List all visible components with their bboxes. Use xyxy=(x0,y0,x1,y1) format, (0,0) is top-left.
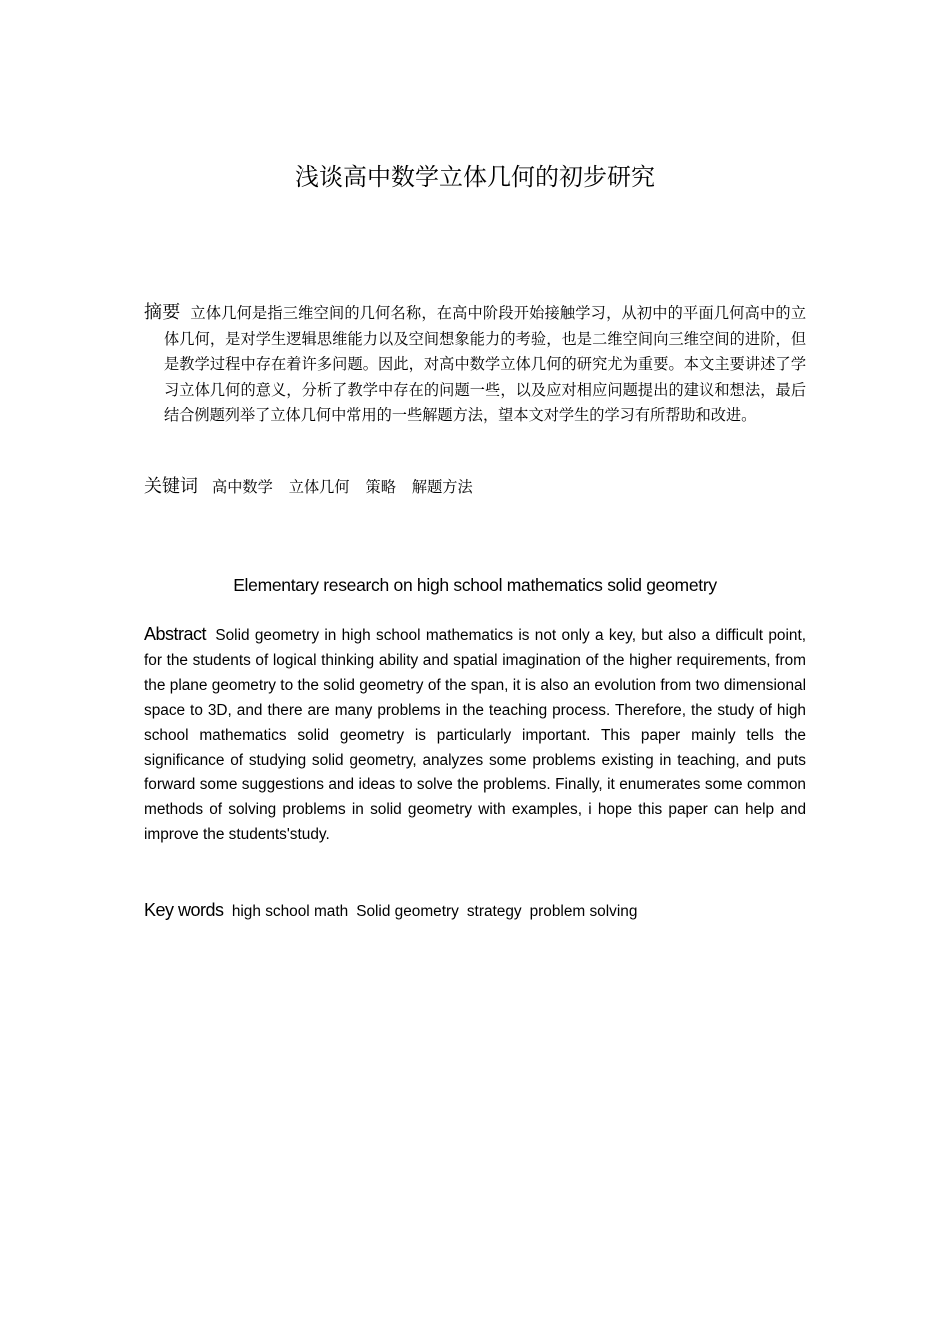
english-abstract-text: Solid geometry in high school mathematics is not only a key, but also a difficult point, for the students of logical thinking ability and spatial imagination of the higher requirements, from the plane geometry to the solid geometry of the span, it is also an evolution from two dimensional space to 3D, and there are many problems in the teaching process. Therefore, the study of high school mathematics solid geometry is particularly important. This paper mainly tells the significance of studying solid geometry, analyzes some problems existing in teaching, and puts forward some suggestions and ideas to solve the problems. Finally, it enumerates some common methods of solving problems in solid geometry with examples, i hope this paper can help and improve the students'study. xyxy=(144,627,806,844)
english-keyword: Solid geometry xyxy=(356,903,459,920)
english-abstract xyxy=(144,622,806,848)
english-keywords-label: Key words xyxy=(144,900,224,920)
chinese-abstract-label: 摘要 xyxy=(144,302,181,323)
english-keyword: strategy xyxy=(466,903,522,920)
chinese-title: 浅谈高中数学立体几何的初步研究 xyxy=(295,163,655,191)
chinese-keyword: 立体几何 xyxy=(288,478,350,496)
chinese-keyword: 策略 xyxy=(365,478,396,496)
english-keyword: high school math xyxy=(231,903,349,920)
chinese-keyword: 高中数学 xyxy=(212,478,273,496)
english-abstract-label: Abstract xyxy=(144,624,207,644)
chinese-keyword: 解题方法 xyxy=(411,478,473,496)
chinese-abstract-text: 立体几何是指三维空间的几何名称，在高中阶段开始接触学习，从初中的平面几何高中的立体几何，是对学生逻辑思维能力以及空间想象能力的考验，也是二维空间向三维空间的进阶，但是教学过程中存在着许多问题。因此，对高中数学立体几何的研究尤为重要。本文主要讲述了学习立体几何的意义，分析了教学中存在的问题一些，以及应对相应问题提出的建议和想法，最后结合例题列举了立体几何中常用的一些解题方法，望本文对学生的学习有所帮助和改进。 xyxy=(164,304,807,424)
chinese-abstract xyxy=(144,300,806,429)
english-title: Elementary research on high school mathematics solid geometry xyxy=(233,575,717,595)
english-keyword: problem solving xyxy=(529,903,638,920)
chinese-keywords xyxy=(144,474,806,500)
chinese-keywords-label: 关键词 xyxy=(144,476,198,497)
english-keywords xyxy=(144,897,806,925)
